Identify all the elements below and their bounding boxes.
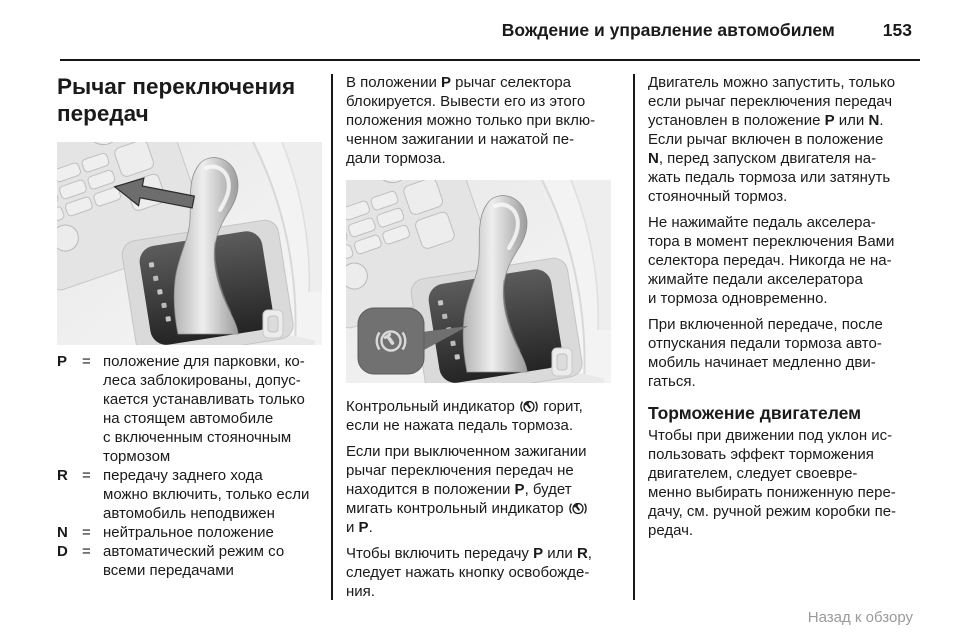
gear-description: нейтральное положение: [103, 524, 274, 541]
paragraph: Контрольный индикатор горит, если не нажата педаль тормоза.: [346, 398, 583, 434]
brake-pedal-indicator-icon: [569, 501, 587, 516]
list-item: [57, 523, 323, 542]
paragraph: В положении P рычаг селектора блокируется. Вывести его из этого положения можно только при вклю- ченном зажигании и нажатой пе- дали тормоза.: [346, 74, 596, 167]
gear-letter: N: [57, 524, 68, 541]
column-right: [648, 73, 914, 547]
gear-selector-figure-2: [346, 180, 611, 383]
paragraph: При включенной передаче, после отпускания педали тормоза авто- мобиль начинает медленно дви- гаться.: [648, 316, 883, 390]
header-title: Вождение и управление автомобилем: [501, 20, 835, 40]
paragraph: Чтобы включить передачу P или R, следует нажать кнопку освобожде- ния.: [346, 545, 592, 600]
column-middle: [346, 73, 612, 608]
paragraph: Двигатель можно запустить, только если рычаг переключения передач установлен в положение P или N. Если рычаг включен в положение N, перед запуском двигателя на- жать педаль тормоза или затянуть стояночный тормоз.: [648, 74, 896, 205]
subheading-engine-braking: Торможение двигателем: [648, 403, 862, 423]
section-title: Рычаг переключения передач: [57, 74, 296, 126]
column-divider-left: [331, 74, 333, 600]
gear-position-list: [57, 352, 323, 580]
page-header: [57, 20, 912, 41]
gear-letter: P: [57, 353, 68, 370]
list-item: [57, 466, 323, 523]
list-item: [57, 542, 323, 580]
page-number: 153: [882, 20, 912, 40]
equals-sign: =: [82, 524, 91, 541]
gear-description: автоматический режим со всеми передачами: [103, 543, 285, 579]
paragraph: Чтобы при движении под уклон ис- пользовать эффект торможения двигателем, следует своевре- менно выбирать пониженную пере- дачу, см. ручной режим коробки пе- редач.: [648, 427, 897, 539]
list-item: [57, 352, 323, 466]
brake-pedal-indicator-icon: [520, 399, 538, 414]
gear-letter: D: [57, 543, 68, 560]
column-divider-right: [633, 74, 635, 600]
gear-selector-figure-1: [57, 142, 322, 345]
paragraph: Если при выключенном зажигании рычаг переключения передач не находится в положении P, будет мигать контрольный индикатор и P.: [346, 443, 587, 536]
header-rule: [60, 59, 920, 61]
equals-sign: =: [82, 543, 91, 560]
gear-description: положение для парковки, ко- леса заблокированы, допус- кается устанавливать только на стоящем автомобиле с включенным стояночным тормозом: [103, 353, 305, 465]
column-left: [57, 73, 323, 580]
gear-letter: R: [57, 467, 68, 484]
equals-sign: =: [82, 467, 91, 484]
back-to-overview-link[interactable]: Назад к обзору: [807, 609, 913, 626]
equals-sign: =: [82, 353, 91, 370]
gear-description: передачу заднего хода можно включить, только если автомобиль неподвижен: [103, 467, 310, 522]
paragraph: Не нажимайте педаль акселера- тора в момент переключения Вами селектора передач. Никогда не на- жимайте педали акселератора и тормоза одновременно.: [648, 214, 895, 307]
